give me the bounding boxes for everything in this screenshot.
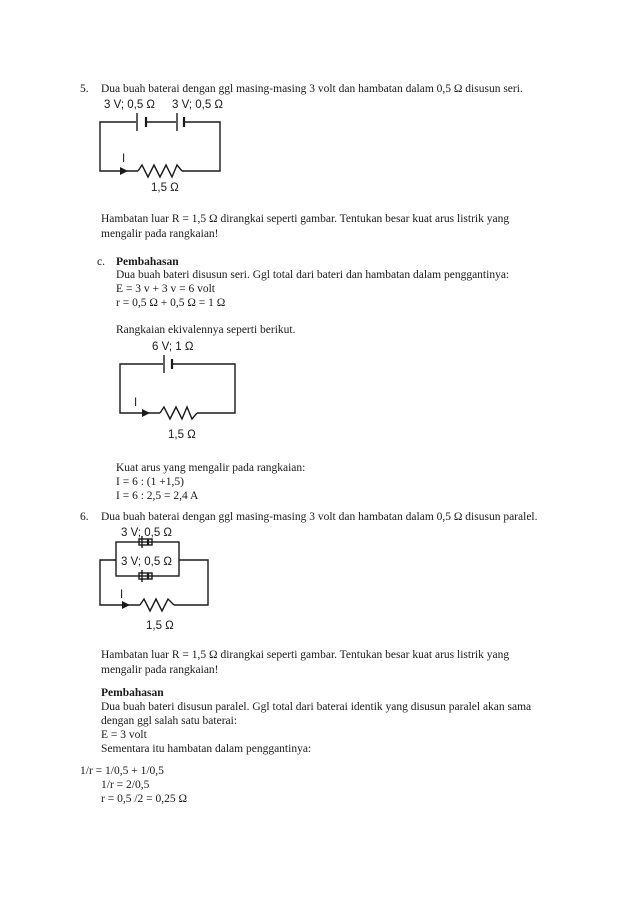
q6-current-label: I [120, 589, 124, 601]
q5-answer-letter: c. [97, 256, 105, 268]
q5-statement: Dua buah baterai dengan ggl masing-masing 3 volt dan hambatan dalam 0,5 Ω disusun seri. [101, 83, 523, 95]
q5-answer-line3: r = 0,5 Ω + 0,5 Ω = 1 Ω [116, 297, 226, 309]
q5-answer-line2: E = 3 v + 3 v = 6 volt [116, 283, 215, 295]
q5-answer-heading: Pembahasan [116, 256, 179, 268]
q5-battery1-label: 3 V; 0,5 Ω [104, 99, 156, 111]
q5-question-line2: mengalir pada rangkaian! [101, 228, 219, 240]
q6-resistor-label: 1,5 Ω [146, 620, 174, 632]
q6-calc-line3: r = 0,5 /2 = 0,25 Ω [101, 793, 188, 805]
q6-answer-line2: dengan ggl salah satu baterai: [101, 715, 238, 727]
q5-eq-battery-label: 6 V; 1 Ω [152, 341, 194, 353]
q5-question-line1: Hambatan luar R = 1,5 Ω dirangkai seperti gambar. Tentukan besar kuat arus listrik yang [101, 213, 510, 225]
q6-battery2-label: 3 V; 0,5 Ω [121, 556, 173, 568]
q6-current-arrow-icon [122, 601, 130, 609]
q6-calc-line1: 1/r = 1/0,5 + 1/0,5 [80, 765, 164, 777]
q6-battery1-label: 3 V; 0,5 Ω [121, 527, 173, 539]
q5-result-line2: I = 6 : (1 +1,5) [116, 476, 184, 488]
q5-eq-current-label: I [134, 397, 138, 409]
q6-statement: Dua buah baterai dengan ggl masing-masing 3 volt dan hambatan dalam 0,5 Ω disusun paralel. [101, 511, 538, 523]
q6-answer-line1: Dua buah bateri disusun paralel. Ggl total dari baterai identik yang disusun paralel akan sama [101, 701, 532, 713]
q5-resistor-label: 1,5 Ω [151, 182, 179, 194]
q6-answer-heading: Pembahasan [101, 687, 164, 699]
q6-answer-line3: E = 3 volt [101, 729, 147, 741]
q5-result-line3: I = 6 : 2,5 = 2,4 A [116, 490, 199, 502]
q5-current-label: I [122, 153, 126, 165]
q5-result-line1: Kuat arus yang mengalir pada rangkaian: [116, 462, 306, 474]
q5-number: 5. [80, 83, 89, 95]
q6-question-line1: Hambatan luar R = 1,5 Ω dirangkai seperti gambar. Tentukan besar kuat arus listrik yang [101, 649, 510, 661]
q5-equivalent-intro: Rangkaian ekivalennya seperti berikut. [116, 324, 296, 336]
q6-number: 6. [80, 511, 89, 523]
q6-calc-line2: 1/r = 2/0,5 [101, 779, 150, 791]
q6-question-line2: mengalir pada rangkaian! [101, 664, 219, 676]
q6-answer-line4: Sementara itu hambatan dalam penggantinya: [101, 743, 312, 755]
q6-resistor [140, 599, 174, 611]
q5-answer-line1: Dua buah bateri disusun seri. Ggl total dari bateri dan hambatan dalam penggantinya: [116, 269, 510, 281]
q5-battery2-label: 3 V; 0,5 Ω [172, 99, 224, 111]
q5-eq-resistor-label: 1,5 Ω [168, 429, 196, 441]
